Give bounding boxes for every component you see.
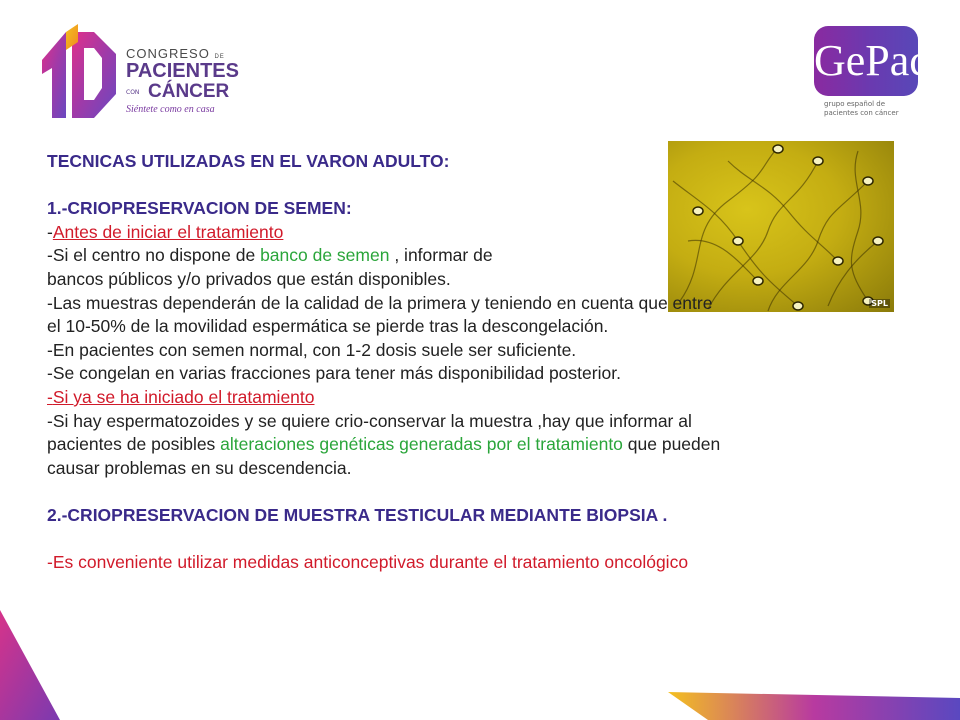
line-normal-semen: -En pacientes con semen normal, con 1-2 dosis suele ser suficiente.: [47, 339, 577, 360]
line-fractions: -Se congelan en varias fracciones para tener más disponibilidad posterior.: [47, 363, 621, 384]
corner-triangle-left-icon: [0, 610, 60, 720]
line-already-started: -Si ya se ha iniciado el tratamiento: [47, 386, 315, 407]
line-public-private-banks: bancos públicos y/o privados que están disponibles.: [47, 268, 451, 289]
section-1-heading: 1.-CRIOPRESERVACION DE SEMEN:: [47, 198, 352, 219]
slide-body: [47, 150, 917, 575]
line-before-treatment: -Antes de iniciar el tratamiento: [47, 221, 284, 242]
logo-con-text: CON: [126, 89, 140, 96]
logo-cancer-text: CÁNCER: [148, 81, 230, 102]
line-offspring: causar problemas en su descendencia.: [47, 457, 352, 478]
line-sperm-bank: -Si el centro no dispone de banco de semen , informar de: [47, 245, 493, 266]
slide-title: TECNICAS UTILIZADAS EN EL VARON ADULTO:: [47, 151, 450, 171]
genetic-alterations-highlight: alteraciones genéticas generadas por el tratamiento: [220, 434, 623, 455]
gepac-mark: GePac: [814, 26, 918, 96]
logo-tagline: Siéntete como en casa: [126, 104, 215, 115]
sperm-bank-highlight: banco de semen: [260, 245, 390, 266]
ten-anniversary-mark-icon: [40, 22, 118, 120]
line-spermatozoa: -Si hay espermatozoides y se quiere crio-conservar la muestra ,hay que informar al: [47, 410, 692, 431]
section-2-heading: 2.-CRIOPRESERVACION DE MUESTRA TESTICULAR MEDIANTE BIOPSIA .: [47, 504, 668, 525]
before-treatment-link[interactable]: Antes de iniciar el tratamiento: [52, 221, 284, 242]
logo-pacientes-text: PACIENTES: [126, 60, 239, 82]
contraception-note: -Es conveniente utilizar medidas anticonceptivas durante el tratamiento oncológico: [47, 552, 689, 573]
gepac-subtitle: grupo español de pacientes con cáncer: [824, 100, 899, 117]
line-genetic-alterations: pacientes de posibles alteraciones genéticas generadas por el tratamiento que pueden: [47, 434, 721, 455]
line-samples-quality: -Las muestras dependerán de la calidad de la primera y teniendo en cuenta que entre: [47, 292, 713, 313]
already-started-link[interactable]: Si ya se ha iniciado el tratamiento: [52, 386, 315, 407]
line-motility: el 10-50% de la movilidad espermática se pierde tras la descongelación.: [47, 316, 609, 337]
gepac-logo: [806, 26, 929, 122]
congress-logo: [40, 22, 300, 130]
photo-credit: SPL: [871, 299, 888, 308]
corner-triangle-right-icon: [668, 692, 960, 720]
logo-congreso-text: CONGRESO DE: [126, 46, 225, 61]
